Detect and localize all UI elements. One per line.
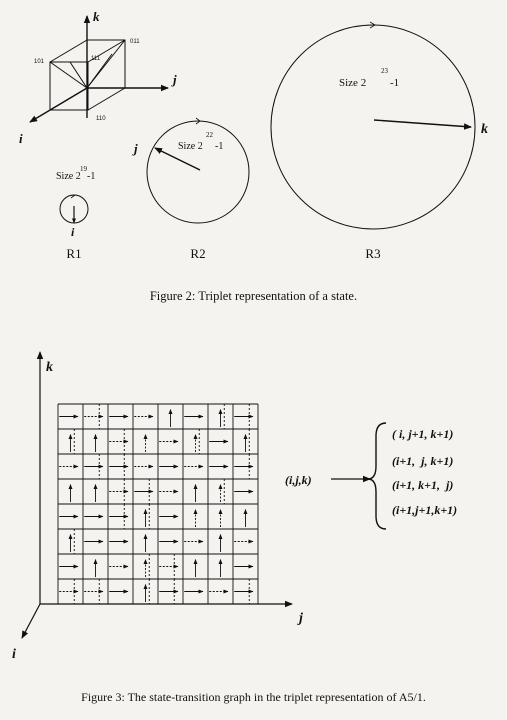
graph-axis-i (22, 604, 40, 638)
r3-vector (374, 120, 471, 127)
figure3 (22, 352, 386, 638)
transition-2: (i+1, j, k+1) (392, 454, 454, 468)
r3-circle (271, 25, 475, 229)
transition-1: ( i, j+1, k+1) (392, 427, 454, 441)
triplet-cube (30, 16, 168, 122)
r1-size-text: Size 2 (56, 171, 81, 182)
cube-label-j: j (173, 72, 177, 87)
figure2 (30, 16, 475, 229)
r3-vector-label: k (481, 122, 488, 137)
state-label: (i,j,k) (285, 473, 312, 487)
vertex-110: 110 (96, 116, 106, 122)
r3-size-text: Size 2 (339, 77, 367, 89)
r1-size-suffix: -1 (87, 171, 96, 182)
graph-label-i: i (12, 647, 16, 662)
cube-label-k: k (93, 9, 100, 24)
vertex-101: 101 (34, 59, 45, 65)
transition-3: (i+1, k+1, j) (392, 478, 454, 492)
r1-size-exp: 19 (80, 165, 87, 173)
state-grid (58, 404, 258, 604)
cube-axis-i (30, 88, 87, 122)
cube-label-i: i (19, 131, 23, 146)
r2-size-exp: 22 (206, 131, 213, 139)
r1-label: R1 (66, 246, 82, 261)
r3-size-exp: 23 (381, 67, 388, 75)
vertex-011: 011 (130, 39, 140, 45)
r2-size-text: Size 2 (178, 141, 203, 152)
r2-size-suffix: -1 (215, 141, 224, 152)
transition-brace (368, 423, 386, 529)
r1-vector-label: i (71, 225, 75, 239)
r3-label: R3 (365, 246, 381, 261)
vertex-111: 111 (91, 56, 101, 62)
transition-4: (i+1,j+1,k+1) (392, 503, 458, 517)
graph-label-k: k (46, 360, 53, 375)
r3-size-suffix: -1 (390, 77, 400, 89)
r2-circle (147, 121, 249, 223)
r2-label: R2 (190, 246, 206, 261)
figure2-caption: Figure 2: Triplet representation of a state. (149, 289, 358, 303)
r2-vector-label: j (134, 141, 138, 156)
graph-label-j: j (299, 611, 303, 626)
figure3-caption: Figure 3: The state-transition graph in the triplet representation of A5/1. (81, 690, 426, 704)
